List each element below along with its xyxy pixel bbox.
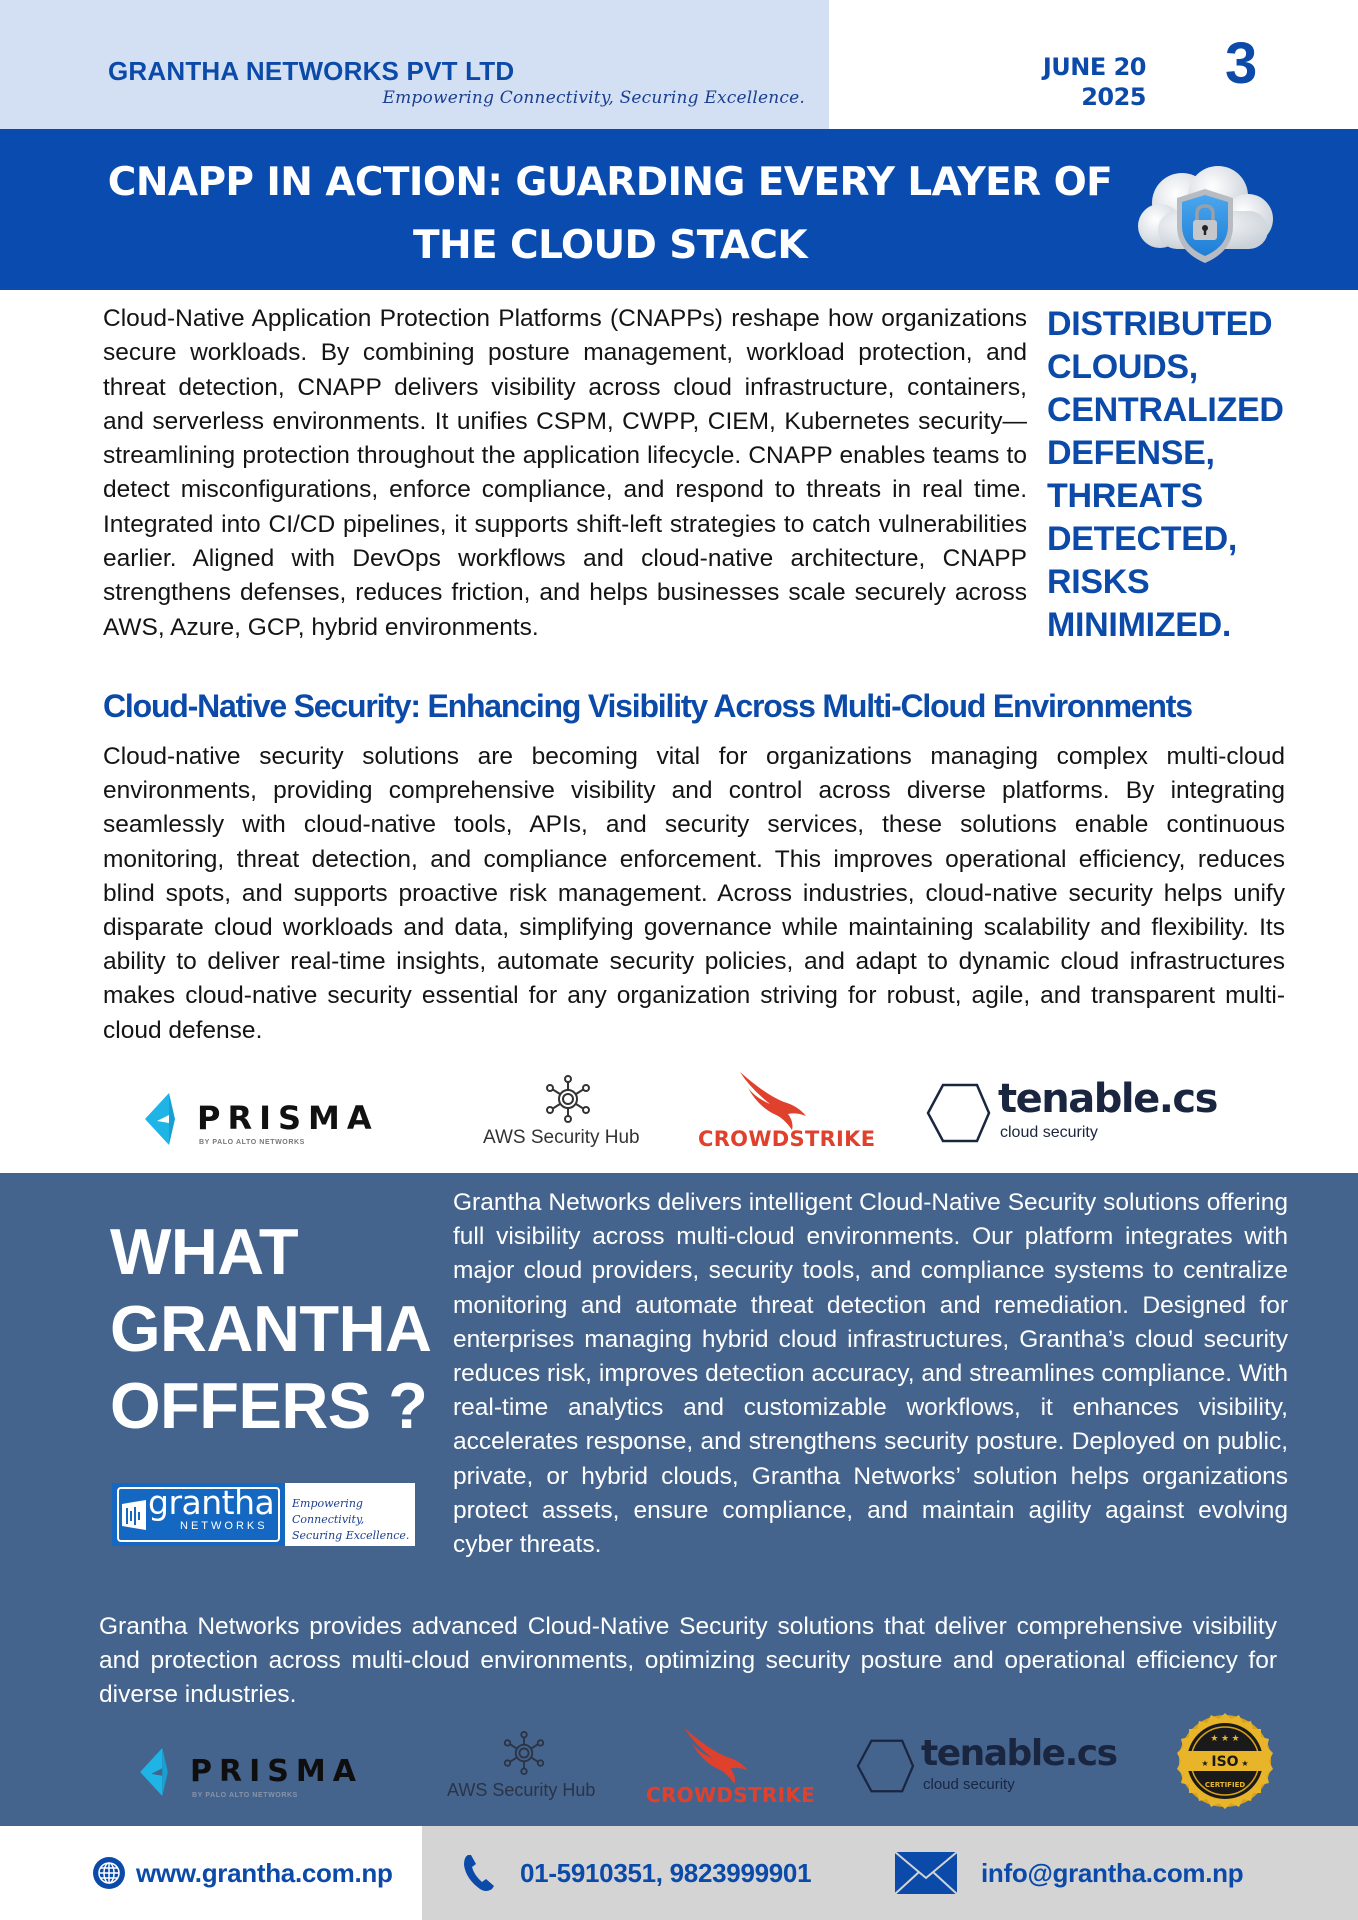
- svg-text:★ ★ ★: ★ ★ ★: [1210, 1733, 1240, 1743]
- prisma-mark-icon: [145, 1093, 175, 1145]
- tenable-wordmark: tenable.cs: [921, 1733, 1117, 1774]
- pull-quote-line: DISTRIBUTED: [1047, 305, 1273, 343]
- crowdstrike-falcon-icon: [736, 1070, 816, 1130]
- pull-quote-line: DETECTED,: [1047, 520, 1237, 558]
- globe-icon: [92, 1856, 126, 1890]
- page-title-line-1: CNAPP IN ACTION: GUARDING EVERY LAYER OF: [107, 160, 1113, 205]
- svg-text:★: ★: [1241, 1759, 1249, 1768]
- prisma-wordmark: PRISMA: [197, 1099, 379, 1137]
- header-panel: [0, 0, 829, 129]
- email-link[interactable]: [895, 1853, 1243, 1893]
- tenable-logo: [855, 1733, 1125, 1806]
- offers-heading-line: WHAT: [110, 1215, 299, 1288]
- aws-wordmark: AWS Security Hub: [483, 1127, 640, 1148]
- tenable-hexagon-icon: [855, 1738, 915, 1794]
- iso-badge-sublabel: CERTIFIED: [1204, 1781, 1246, 1789]
- offers-paragraph: Grantha Networks delivers intelligent Cloud-Native Security solutions offering full visibility across multi-cloud environments. Our platform integrates with major cloud providers, security tools, and compliance systems to centralize monitoring and automate threat detection and remediation. Designed for enterprises managing hybrid cloud infrastructures, Grantha’s cloud security reduces risk, improves detection accuracy, and streamlines compliance. With real-time analytics and customizable workflows, it enhances visibility, accelerates response, and strengthens security posture. Deployed on public, private, or hybrid clouds, Grantha Networks’ solution helps organizations protect assets, ensure compliance, and maintain agility against evolving cyber threats.: [453, 1189, 1288, 1559]
- website-text: www.grantha.com.np: [136, 1857, 393, 1888]
- aws-wordmark: AWS Security Hub: [447, 1780, 596, 1800]
- crowdstrike-wordmark: CROWDSTRIKE: [646, 1783, 816, 1807]
- section-paragraph: Cloud-native security solutions are becoming vital for organizations managing complex multi-cloud environments, providing comprehensive visibility and control across diverse platforms. By integrating seamlessly with cloud-native tools, APIs, and security services, these solutions enable continuous monitoring, threat detection, and compliance enforcement. This improves operational efficiency, reduces blind spots, and supports proactive risk management. Across industries, cloud-native security helps unify disparate cloud workloads and data, simplifying governance while maintaining scalability and flexibility. Its ability to deliver real-time insights, automate security policies, and adapt to dynamic cloud infrastructures makes cloud-native security essential for any organization striving for robust, agile, and transparent multi-cloud defense.: [103, 743, 1285, 1044]
- crowdstrike-falcon-icon: [680, 1726, 758, 1784]
- section-heading: Cloud-Native Security: Enhancing Visibility Across Multi-Cloud Environments: [103, 688, 1192, 724]
- tenable-subtitle: cloud security: [923, 1776, 1015, 1793]
- phone-icon: [462, 1853, 498, 1893]
- prisma-logo: [145, 1093, 425, 1153]
- grantha-logo-tagline-line: Securing Excellence.: [292, 1529, 410, 1542]
- pull-quote: [1047, 303, 1347, 647]
- prisma-subtitle: BY PALO ALTO NETWORKS: [192, 1792, 298, 1799]
- phone-link[interactable]: [462, 1853, 811, 1893]
- pull-quote-line: CLOUDS,: [1047, 348, 1198, 386]
- pull-quote-line: CENTRALIZED: [1047, 391, 1284, 429]
- aws-security-hub-logo: [478, 1075, 658, 1155]
- aws-security-hub-logo: [445, 1731, 615, 1811]
- aws-hub-icon: [544, 1075, 592, 1123]
- phone-text: 01-5910351, 9823999901: [520, 1857, 812, 1888]
- prisma-wordmark: PRISMA: [190, 1754, 363, 1789]
- company-tagline: Empowering Connectivity, Securing Excellence.: [382, 88, 805, 108]
- intro-paragraph: Cloud-Native Application Protection Platforms (CNAPPs) reshape how organizations secure workloads. By combining posture management, workload protection, and threat detection, CNAPP delivers visibility across cloud infrastructure, containers, and serverless environments. It unifies CSPM, CWPP, CIEM, Kubernetes security—streamlining protection throughout the application lifecycle. CNAPP enables teams to detect misconfigurations, enforce compliance, and respond to threats in real time. Integrated into CI/CD pipelines, it supports shift-left strategies to catch vulnerabilities earlier. Aligned with DevOps workflows and cloud-native architecture, CNAPP strengthens defenses, reduces friction, and helps businesses scale securely across AWS, Azure, GCP, hybrid environments.: [103, 305, 1027, 641]
- crowdstrike-logo: [698, 1070, 883, 1155]
- iso-seal-icon: [1175, 1711, 1275, 1811]
- issue-date-day: JUNE 20: [1042, 53, 1146, 81]
- tenable-hexagon-icon: [925, 1082, 991, 1144]
- offers-section: [0, 1173, 1358, 1826]
- page-title: [80, 151, 1140, 277]
- cloud-shield-lock-icon: [1130, 151, 1280, 271]
- grantha-logo-tagline-line: Empowering Connectivity,: [292, 1497, 365, 1526]
- page-number: 3: [1225, 31, 1258, 96]
- iso-badge-label: ISO: [1211, 1754, 1239, 1770]
- issue-date-year: 2025: [1081, 83, 1146, 111]
- aws-hub-icon: [502, 1731, 546, 1775]
- grantha-networks-label: NETWORKS: [180, 1520, 268, 1532]
- company-name: GRANTHA NETWORKS PVT LTD: [108, 56, 515, 86]
- offers-heading: [110, 1213, 431, 1444]
- title-banner: [0, 129, 1358, 290]
- grantha-logo: [112, 1483, 415, 1546]
- pull-quote-line: MINIMIZED.: [1047, 606, 1231, 644]
- crowdstrike-wordmark: CROWDSTRIKE: [698, 1127, 876, 1151]
- prisma-logo: [140, 1748, 400, 1808]
- prisma-mark-icon: [140, 1748, 168, 1796]
- offers-summary: Grantha Networks provides advanced Cloud-Native Security solutions that deliver comprehensive visibility and protection across multi-cloud environments, optimizing security posture and operational efficiency for diverse industries.: [99, 1613, 1277, 1709]
- website-link[interactable]: [92, 1853, 393, 1893]
- grantha-logo-tagline: [292, 1496, 414, 1544]
- iso-certified-badge: [1175, 1711, 1275, 1811]
- prisma-subtitle: BY PALO ALTO NETWORKS: [199, 1139, 305, 1146]
- grantha-bars-icon: [122, 1500, 148, 1530]
- pull-quote-line: THREATS: [1047, 477, 1203, 515]
- tenable-logo: [925, 1076, 1225, 1150]
- pull-quote-line: DEFENSE,: [1047, 434, 1215, 472]
- offers-heading-line: OFFERS ?: [110, 1369, 428, 1442]
- offers-heading-line: GRANTHA: [110, 1292, 432, 1365]
- envelope-icon: [895, 1852, 957, 1894]
- page-title-line-2: THE CLOUD STACK: [412, 223, 807, 268]
- tenable-subtitle: cloud security: [1000, 1124, 1098, 1141]
- tenable-wordmark: tenable.cs: [998, 1076, 1217, 1122]
- crowdstrike-logo: [646, 1726, 826, 1811]
- email-text: info@grantha.com.np: [981, 1857, 1244, 1888]
- grantha-logo-mark: [112, 1483, 285, 1546]
- grantha-wordmark: grantha: [148, 1483, 275, 1522]
- svg-text:★: ★: [1201, 1759, 1209, 1768]
- pull-quote-line: RISKS: [1047, 563, 1150, 601]
- issue-date: [980, 52, 1146, 112]
